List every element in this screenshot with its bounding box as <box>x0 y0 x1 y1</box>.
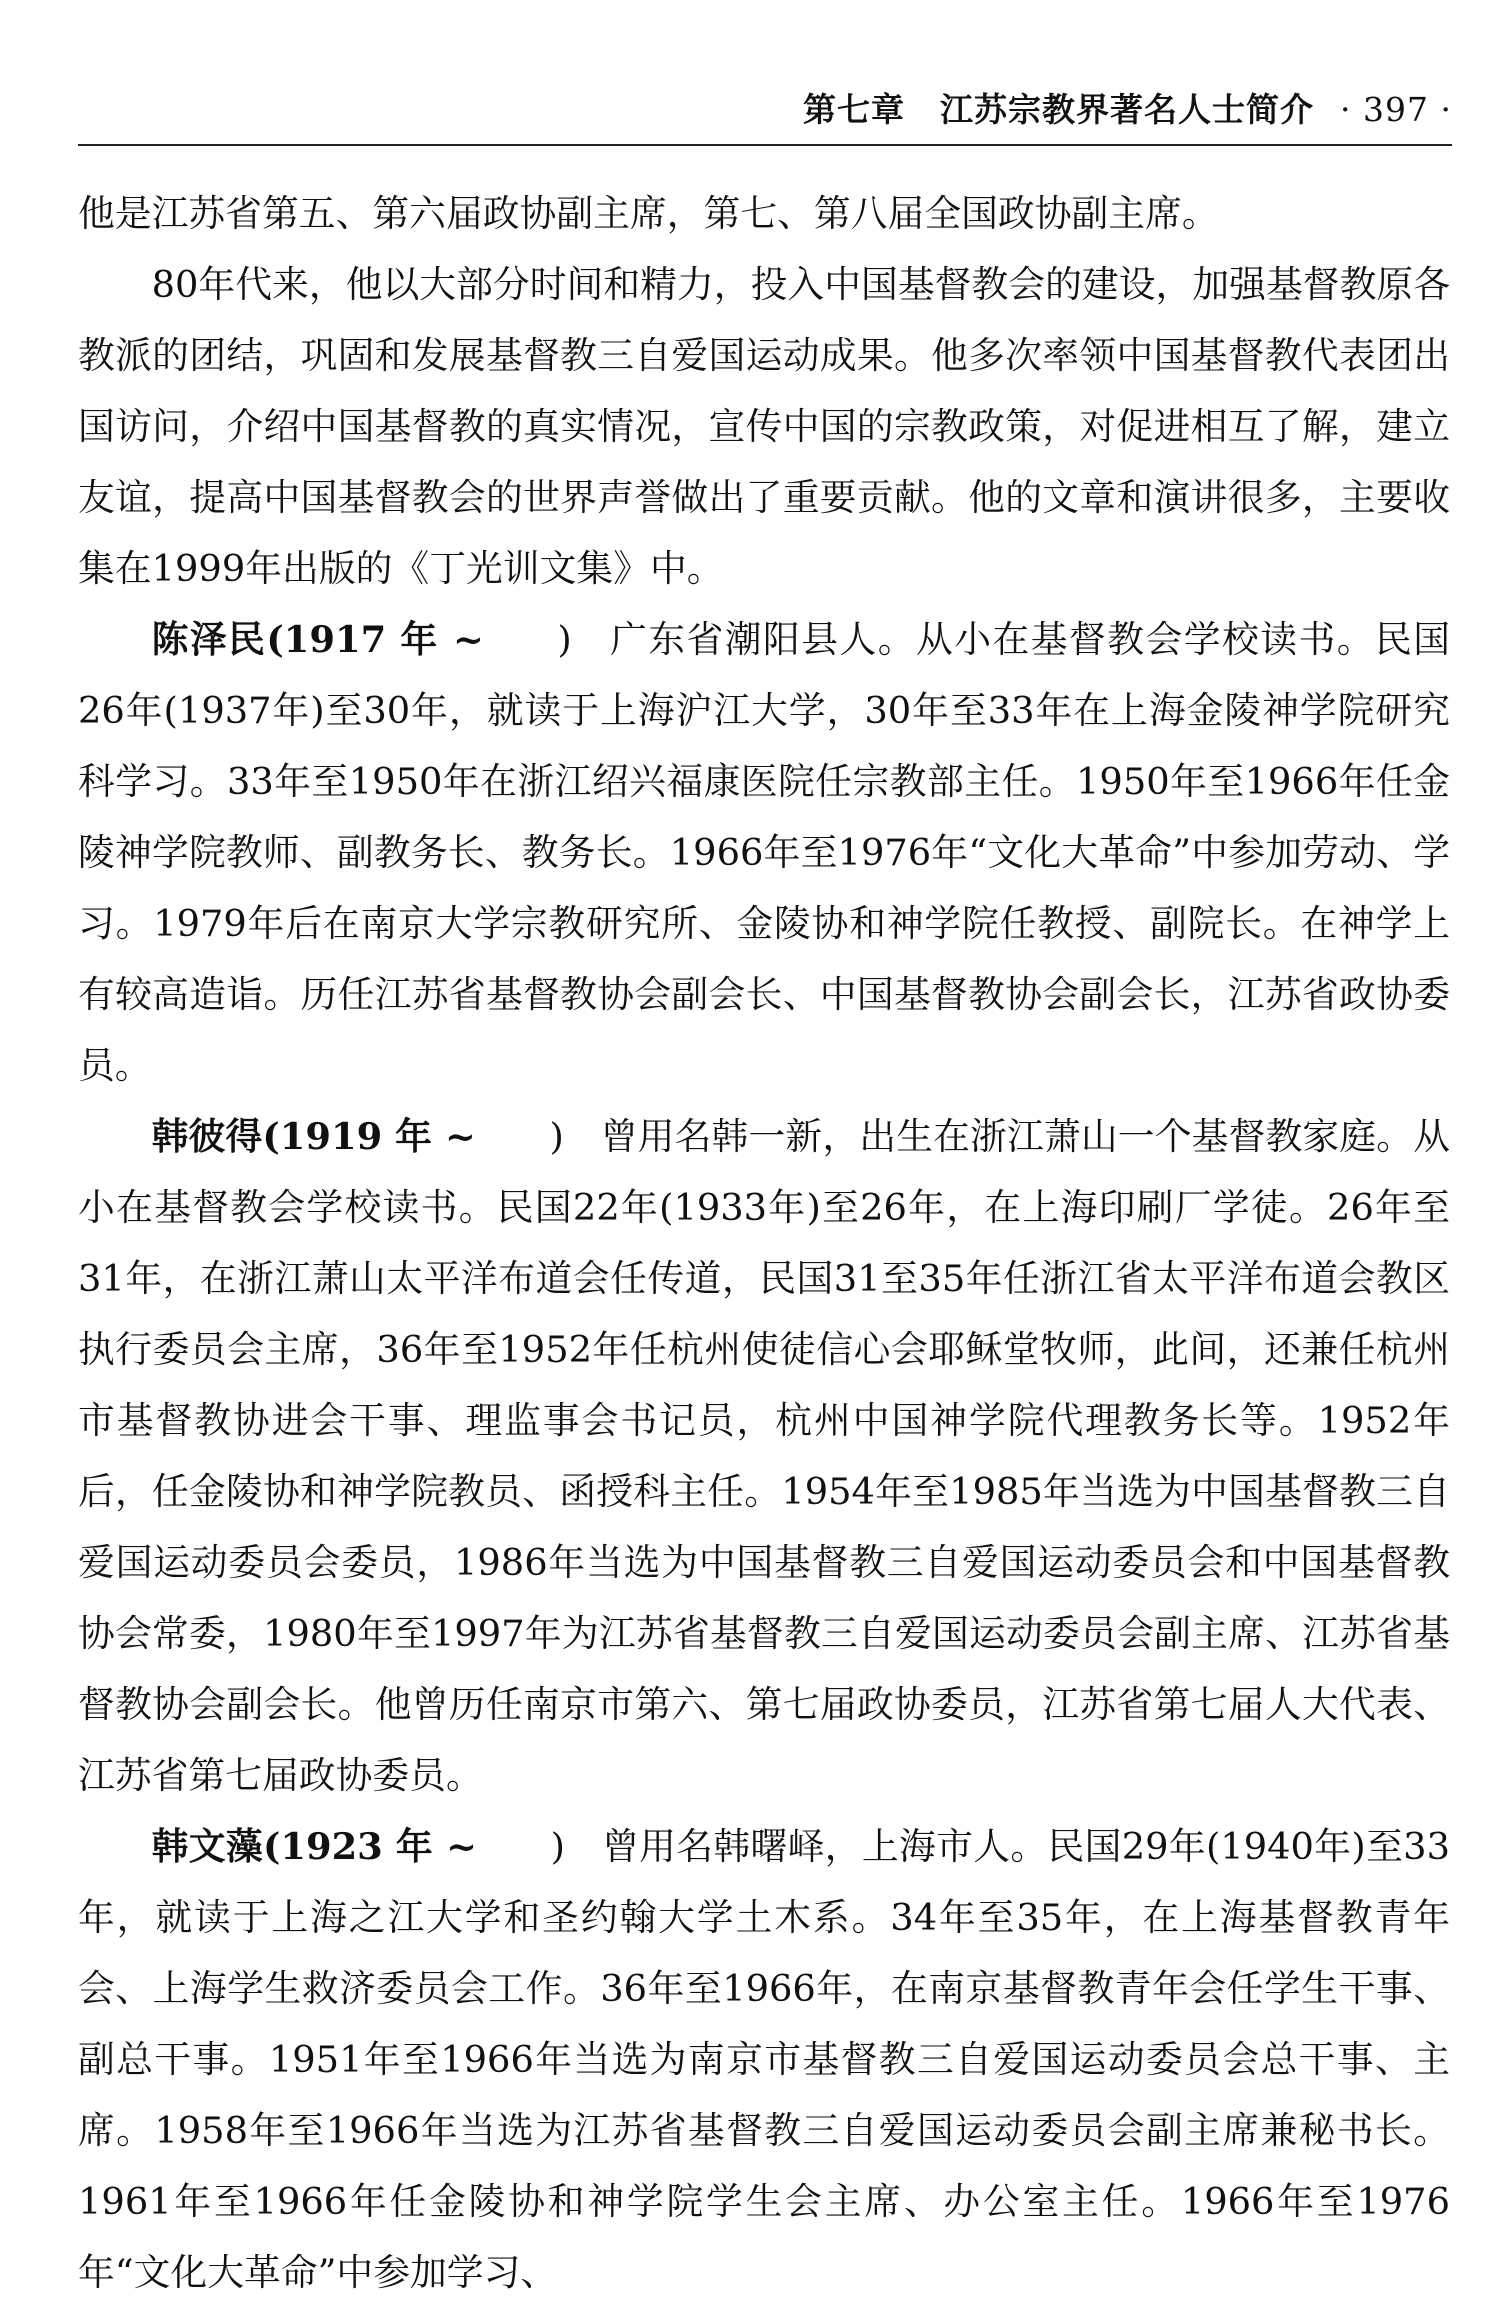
years-close: ) <box>557 618 572 661</box>
birth-year: (1919 年 ~ <box>262 1114 476 1158</box>
birth-year: (1917 年 ~ <box>266 617 484 661</box>
entry-text: 曾用名韩一新，出生在浙江萧山一个基督教家庭。从小在基督教会学校读书。民国22年(1933年)至26年，在上海印刷厂学徒。26年至31年，在浙江萧山太平洋布道会任传道，民国31至35年任浙江省太平洋布道会教区执行委员会主席，36年至1952年任杭州使徒信心会耶稣堂牧师，此间，还兼任杭州市基督教协进会干事、理监事会书记员，杭州中国神学院代理教务长等。1952年后，任金陵协和神学院教员、函授科主任。1954年至1985年当选为中国基督教三自爱国运动委员会委员，1986年当选为中国基督教三自爱国运动委员会和中国基督教协会常委，1980年至1997年为江苏省基督教三自爱国运动委员会副主席、江苏省基督教协会副会长。他曾历任南京市第六、第七届政协委员，江苏省第七届人大代表、江苏省第七届政协委员。 <box>78 1115 1451 1797</box>
person-name: 韩彼得 <box>151 1115 263 1158</box>
person-years <box>263 1825 565 1868</box>
person-name: 陈泽民 <box>151 618 267 661</box>
entry-han-wenzao <box>78 1811 1450 2308</box>
birth-year: (1923 年 ~ <box>262 1824 477 1868</box>
paragraph-continuation: 他是江苏省第五、第六届政协副主席，第七、第八届全国政协副主席。 <box>78 192 1219 235</box>
person-years <box>266 618 571 661</box>
section-title: 江苏宗教界著名人士简介 <box>940 90 1315 129</box>
chapter-label: 第七章 <box>803 90 906 129</box>
entry-chen-zemin <box>78 604 1450 1101</box>
header-text <box>803 84 1452 131</box>
body-text <box>78 178 1450 2308</box>
years-close: ) <box>550 1825 565 1868</box>
person-years <box>262 1115 563 1158</box>
entry-text: 曾用名韩曙峄，上海市人。民国29年(1940年)至33年，就读于上海之江大学和圣约翰大学土木系。34年至35年，在上海基督教青年会、上海学生救济委员会工作。36年至1966年，在南京基督教青年会任学生干事、副总干事。1951年至1966年当选为南京市基督教三自爱国运动委员会总干事、主席。1958年至1966年当选为江苏省基督教三自爱国运动委员会副主席兼秘书长。1961年至1966年任金陵协和神学院学生会主席、办公室主任。1966年至1976年“文化大革命”中参加学习、 <box>78 1825 1451 2294</box>
paragraph-1980s: 80年代来，他以大部分时间和精力，投入中国基督教会的建设，加强基督教原各教派的团结，巩固和发展基督教三自爱国运动成果。他多次率领中国基督教代表团出国访问，介绍中国基督教的真实情况，宣传中国的宗教政策，对促进相互了解，建立友谊，提高中国基督教会的世界声誉做出了重要贡献。他的文章和演讲很多，主要收集在1999年出版的《丁光训文集》中。 <box>78 263 1450 590</box>
page-number: · 397 · <box>1340 90 1452 129</box>
entry-text: 广东省潮阳县人。从小在基督教会学校读书。民国26年(1937年)至30年，就读于上海沪江大学，30年至33年在上海金陵神学院研究科学习。33年至1950年在浙江绍兴福康医院任宗教部主任。1950年至1966年任金陵神学院教师、副教务长、教务长。1966年至1976年“文化大革命”中参加劳动、学习。1979年后在南京大学宗教研究所、金陵协和神学院任教授、副院长。在神学上有较高造诣。历任江苏省基督教协会副会长、中国基督教协会副会长，江苏省政协委员。 <box>78 618 1451 1087</box>
entry-han-bide <box>78 1101 1450 1811</box>
years-close: ) <box>549 1115 564 1158</box>
person-name: 韩文藻 <box>151 1825 263 1868</box>
running-header <box>78 84 1452 146</box>
